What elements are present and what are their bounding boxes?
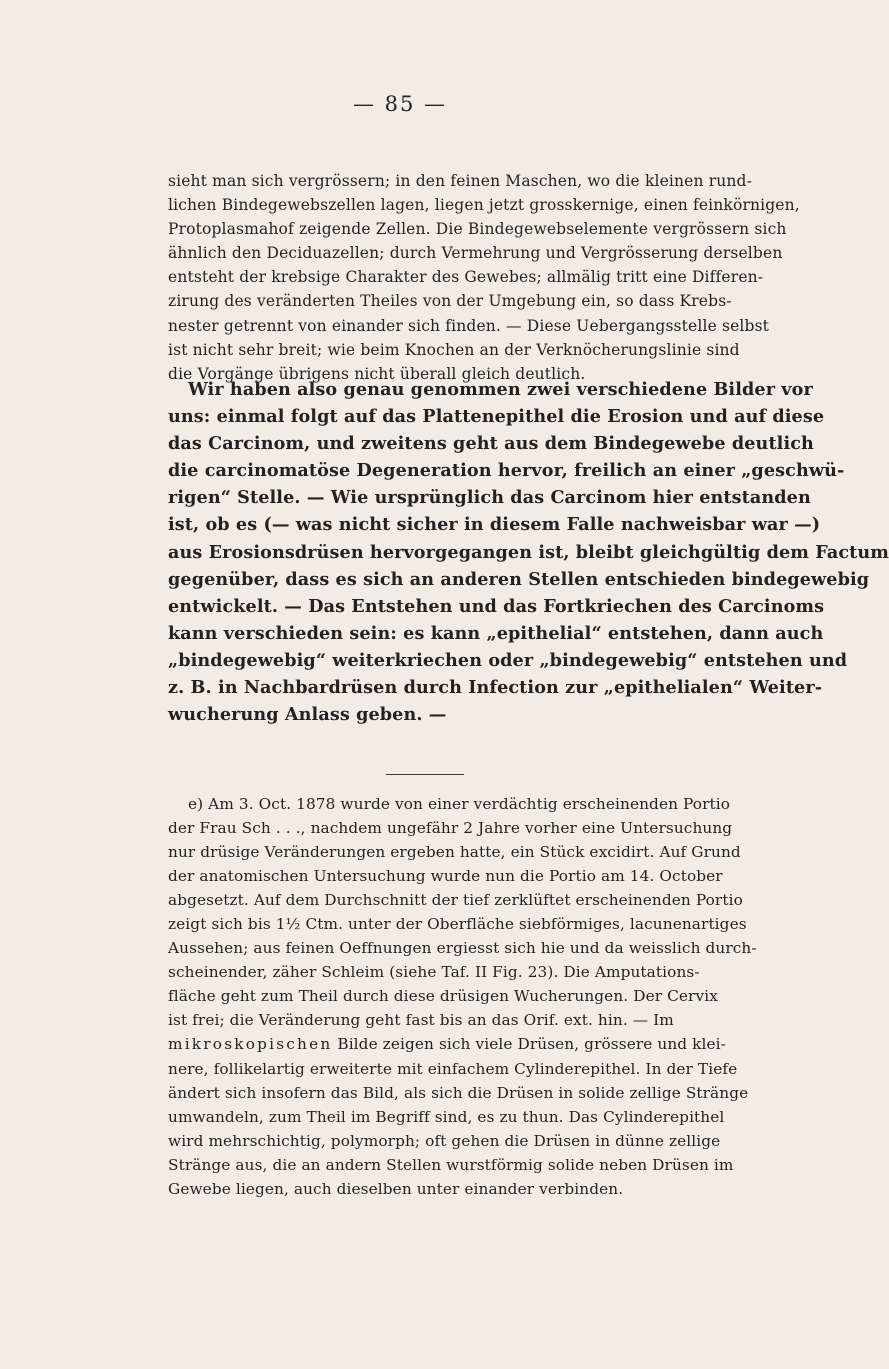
text-line: z. B. in Nachbardrüsen durch Infection zur „epithelialen“ Weiter-	[168, 677, 823, 699]
text-line: nester getrennt von einander sich finden. — Diese Uebergangsstelle selbst	[168, 316, 770, 335]
text-line: entwickelt. — Das Entstehen und das Fortkriechen des Carcinoms	[168, 595, 825, 617]
text-line: zeigt sich bis 1½ Ctm. unter der Oberfläche siebförmiges, lacunenartiges	[168, 915, 747, 934]
text-line: ist frei; die Veränderung geht fast bis an das Orif. ext. hin. — Im	[168, 1011, 674, 1030]
spaced-emphasis-word: mikroskopischen	[168, 1035, 333, 1054]
paragraph-emphasized-summary	[168, 376, 889, 728]
text-line: ist nicht sehr breit; wie beim Knochen an der Verknöcherungslinie sind	[168, 340, 740, 359]
text-line: abgesetzt. Auf dem Durchschnitt der tief zerklüftet erscheinenden Portio	[168, 891, 743, 910]
text-line: sieht man sich vergrössern; in den feinen Maschen, wo die kleinen rund-	[168, 172, 752, 190]
text-line: scheinender, zäher Schleim (siehe Taf. II Fig. 23). Die Amputations-	[168, 963, 700, 982]
text-line: e) Am 3. Oct. 1878 wurde von einer verdächtig erscheinenden Portio	[188, 795, 731, 813]
text-line: der Frau Sch . . ., nachdem ungefähr 2 Jahre vorher eine Untersuchung	[168, 819, 733, 838]
text-line: umwandeln, zum Theil im Begriff sind, es zu thun. Das Cylinderepithel	[168, 1107, 725, 1126]
text-line: Aussehen; aus feinen Oeffnungen ergiesst sich hie und da weisslich durch-	[168, 939, 757, 958]
text-line-mixed	[168, 1032, 726, 1056]
text-line: Wir haben also genau genommen zwei verschiedene Bilder vor	[188, 379, 813, 400]
text-line: wird mehrschichtig, polymorph; oft gehen die Drüsen in dünne zellige	[168, 1131, 721, 1150]
text-line: nur drüsige Veränderungen ergeben hatte, ein Stück excidirt. Auf Grund	[168, 843, 741, 862]
text-line: ähnlich den Deciduazellen; durch Vermehrung und Vergrösserung derselben	[168, 244, 783, 263]
text-line: Gewebe liegen, auch dieselben unter einander verbinden.	[168, 1179, 624, 1198]
paragraph-continuation	[168, 169, 800, 386]
text-line: „bindegewebig“ weiterkriechen oder „bindegewebig“ entstehen und	[168, 649, 848, 671]
text-line: aus Erosionsdrüsen hervorgegangen ist, bleibt gleichgültig dem Factum	[168, 541, 889, 563]
text-line: Protoplasmahof zeigende Zellen. Die Bindegewebselemente vergrössern sich	[168, 220, 787, 239]
text-line: zirung des veränderten Theiles von der Umgebung ein, so dass Krebs-	[168, 292, 732, 311]
text-line: fläche geht zum Theil durch diese drüsigen Wucherungen. Der Cervix	[168, 987, 718, 1006]
text-line: ist, ob es (— was nicht sicher in diesem Falle nachweisbar war —)	[168, 514, 821, 536]
text-line: die carcinomatöse Degeneration hervor, freilich an einer „geschwü-	[168, 460, 845, 482]
text-line: Stränge aus, die an andern Stellen wurstförmig solide neben Drüsen im	[168, 1155, 734, 1174]
text-line: das Carcinom, und zweitens geht aus dem Bindegewebe deutlich	[168, 433, 814, 455]
text-line: uns: einmal folgt auf das Plattenepithel die Erosion und auf diese	[168, 406, 825, 428]
text-line: rigen“ Stelle. — Wie ursprünglich das Carcinom hier entstanden	[168, 487, 811, 509]
text-line: die Vorgänge übrigens nicht überall gleich deutlich.	[168, 364, 586, 383]
section-divider	[386, 774, 464, 775]
text-line: kann verschieden sein: es kann „epithelial“ entstehen, dann auch	[168, 622, 824, 644]
text-line: ändert sich insofern das Bild, als sich die Drüsen in solide zellige Stränge	[168, 1083, 749, 1102]
text-line: der anatomischen Untersuchung wurde nun die Portio am 14. October	[168, 867, 723, 886]
text-line: lichen Bindegewebszellen lagen, liegen jetzt grosskernige, einen feinkörnigen,	[168, 196, 800, 215]
text-line: nere, follikelartig erweiterte mit einfachem Cylinderepithel. In der Tiefe	[168, 1059, 738, 1078]
text-fragment: Bilde zeigen sich viele Drüsen, grössere und klei-	[332, 1035, 726, 1054]
page-number: — 85 —	[352, 92, 448, 116]
text-line: gegenüber, dass es sich an anderen Stellen entschieden bindegewebig	[168, 568, 870, 590]
text-line: entsteht der krebsige Charakter des Gewebes; allmälig tritt eine Differen-	[168, 268, 764, 287]
paragraph-case-report	[168, 792, 757, 1201]
text-line: wucherung Anlass geben. —	[168, 704, 447, 726]
